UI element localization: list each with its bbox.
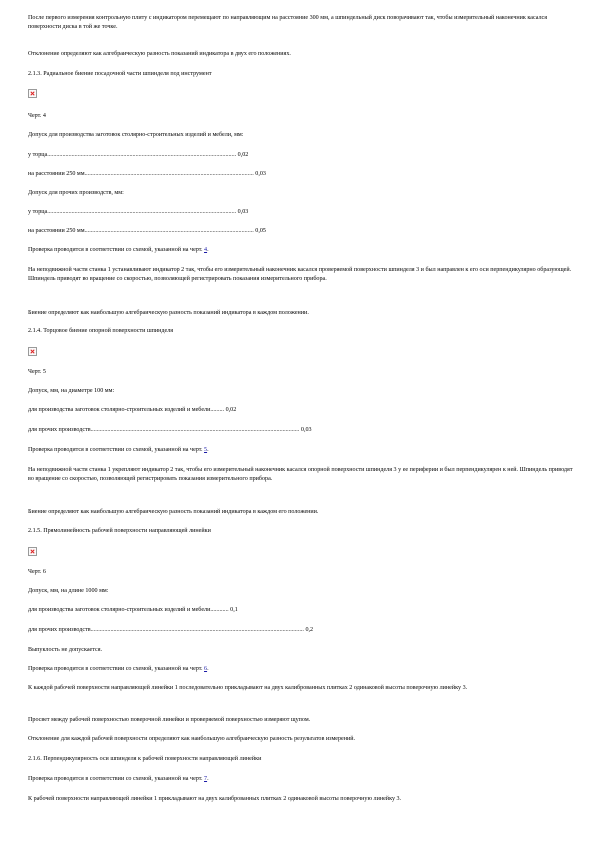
paragraph-convexity: Выпуклость не допускается. xyxy=(28,647,103,653)
check-scheme-end: . xyxy=(207,666,209,672)
section-heading-2-1-3: 2.1.3. Радиальное биение посадочной части шпинделя под инструмент xyxy=(28,71,212,77)
tolerance-label: на расстоянии 250 мм xyxy=(28,228,85,234)
tolerance-row xyxy=(28,151,573,160)
leader-dots: ......................................................................................................................................... xyxy=(90,427,300,433)
tolerance-intro-other: Допуск для прочих производств, мм: xyxy=(28,190,124,196)
tolerance-row xyxy=(28,606,573,615)
paragraph-measurement-move: После первого измерения контрольную плиту с индикатором перемещают по направляющим на расстояние 300 мм, а шпиндельный диск поворачивают так, чтобы измерительный наконечник касался поверхности диска в той же точке. xyxy=(28,15,548,30)
check-scheme-text: Проверка проводится в соответствии со схемой, указанной на черт. xyxy=(28,447,205,453)
tolerance-label: для прочих производств xyxy=(28,427,91,433)
check-scheme-end: . xyxy=(207,776,209,782)
tolerance-intro-diameter: Допуск, мм, на диаметре 100 мм: xyxy=(28,388,115,394)
leader-dots: ......... xyxy=(210,407,225,413)
tolerance-row xyxy=(28,406,573,415)
link-figure-7[interactable]: 7 xyxy=(204,776,208,782)
tolerance-label: для прочих производств xyxy=(28,627,91,633)
leader-dots: ............................................................................................................................ xyxy=(47,152,237,158)
tolerance-row xyxy=(28,208,573,217)
tolerance-intro-furniture: Допуск для производства заготовок столярно-строительных изделий и мебели, мм: xyxy=(28,132,244,138)
paragraph-axial-runout-method: На неподвижной части станка 1 укрепляют индикатор 2 так, чтобы его измерительный наконечник касался опорной поверхности шпинделя 3 у ее периферии и был перпендикулярен к ней. Шпиндель приводят во вращение со скоростью, позволяющей регистрировать показания измерительного прибора. xyxy=(28,467,573,482)
broken-image-icon xyxy=(28,347,37,356)
tolerance-value: 0,02 xyxy=(237,152,249,158)
check-scheme-end: . xyxy=(207,247,209,253)
check-scheme-text: Проверка проводится в соответствии со схемой, указанной на черт. xyxy=(28,666,205,672)
paragraph-runout-definition-each: Биение определяют как наибольшую алгебраическую разность показаний индикатора в каждом его положении. xyxy=(28,509,319,515)
check-scheme-text: Проверка проводится в соответствии со схемой, указанной на черт. xyxy=(28,247,205,253)
leader-dots: ............................................................................................................... xyxy=(84,228,254,234)
tolerance-label: для производства заготовок столярно-строительных изделий и мебели xyxy=(28,607,211,613)
check-scheme-end: . xyxy=(207,447,209,453)
leader-dots: ............................................................................................................... xyxy=(84,171,254,177)
link-figure-4[interactable]: 4 xyxy=(204,247,208,253)
figure-caption-4: Черт. 4 xyxy=(28,113,46,119)
check-scheme-line xyxy=(28,246,573,255)
tolerance-label: для производства заготовок столярно-строительных изделий и мебели xyxy=(28,407,211,413)
broken-image-icon xyxy=(28,89,37,98)
check-scheme-line xyxy=(28,446,573,455)
leader-dots: ............ xyxy=(210,607,229,613)
paragraph-runout-definition: Биение определяют как наибольшую алгебраическую разность показаний индикатора в каждом положении. xyxy=(28,310,309,316)
section-heading-2-1-6: 2.1.6. Перпендикулярность оси шпинделя к рабочей поверхности направляющей линейки xyxy=(28,756,262,762)
check-scheme-line xyxy=(28,665,573,674)
tolerance-value: 0,02 xyxy=(225,407,237,413)
paragraph-gap-measurement: Просвет между рабочей поверхностью поверочной линейки и проверяемой поверхностью измеряют щупом. xyxy=(28,717,311,723)
tolerance-label: у торца xyxy=(28,209,48,215)
leader-dots: ............................................................................................................................................ xyxy=(90,627,304,633)
section-heading-2-1-4: 2.1.4. Торцовое биение опорной поверхности шпинделя xyxy=(28,328,174,334)
tolerance-row xyxy=(28,170,573,179)
tolerance-value: 0,03 xyxy=(237,209,249,215)
paragraph-perpendicularity-method: К рабочей поверхности направляющей линейки 1 прикладывают на двух калиброванных плитках 2 одинаковой высоты поверочную линейку 3. xyxy=(28,796,402,802)
figure-caption-5: Черт. 5 xyxy=(28,369,46,375)
tolerance-label: на расстоянии 250 мм xyxy=(28,171,85,177)
tolerance-value: 0,05 xyxy=(255,228,266,234)
leader-dots: ............................................................................................................................ xyxy=(47,209,237,215)
link-figure-5[interactable]: 5 xyxy=(204,447,208,453)
paragraph-deviation-each-surface: Отклонение для каждой рабочей поверхности определяют как наибольшую алгебраическую разность результатов измерений. xyxy=(28,736,356,742)
tolerance-row xyxy=(28,227,573,236)
link-figure-6[interactable]: 6 xyxy=(204,666,208,672)
paragraph-ruler-method: К каждой рабочей поверхности направляющей линейки 1 последовательно прикладывают на двух калиброванных плитках 2 одинаковой высоты поверочную линейку 3. xyxy=(28,685,468,691)
section-heading-2-1-5: 2.1.5. Прямолинейность рабочей поверхности направляющей линейки xyxy=(28,528,211,534)
paragraph-radial-runout-method: На неподвижной части станка 1 устанавливают индикатор 2 так, чтобы его измерительный наконечник касался проверяемой поверхности шпинделя 3 и был направлен к его оси перпендикулярно образующей. Шпиндель приводят во вращение со скоростью, позволяющей регистрировать показания измерительного прибора. xyxy=(28,267,572,282)
check-scheme-text: Проверка проводится в соответствии со схемой, указанной на черт. xyxy=(28,776,205,782)
tolerance-row xyxy=(28,426,573,435)
broken-image-icon xyxy=(28,547,37,556)
figure-caption-6: Черт. 6 xyxy=(28,569,46,575)
tolerance-value: 0,2 xyxy=(305,627,314,633)
tolerance-row xyxy=(28,626,573,635)
tolerance-value: 0,03 xyxy=(300,427,312,433)
check-scheme-line xyxy=(28,775,573,784)
paragraph-deviation-two-positions: Отклонение определяют как алгебраическую разность показаний индикатора в двух его положениях. xyxy=(28,51,291,57)
tolerance-value: 0,1 xyxy=(230,607,238,613)
tolerance-label: у торца xyxy=(28,152,48,158)
tolerance-intro-length: Допуск, мм, на длине 1000 мм: xyxy=(28,588,109,594)
tolerance-value: 0,03 xyxy=(255,171,266,177)
